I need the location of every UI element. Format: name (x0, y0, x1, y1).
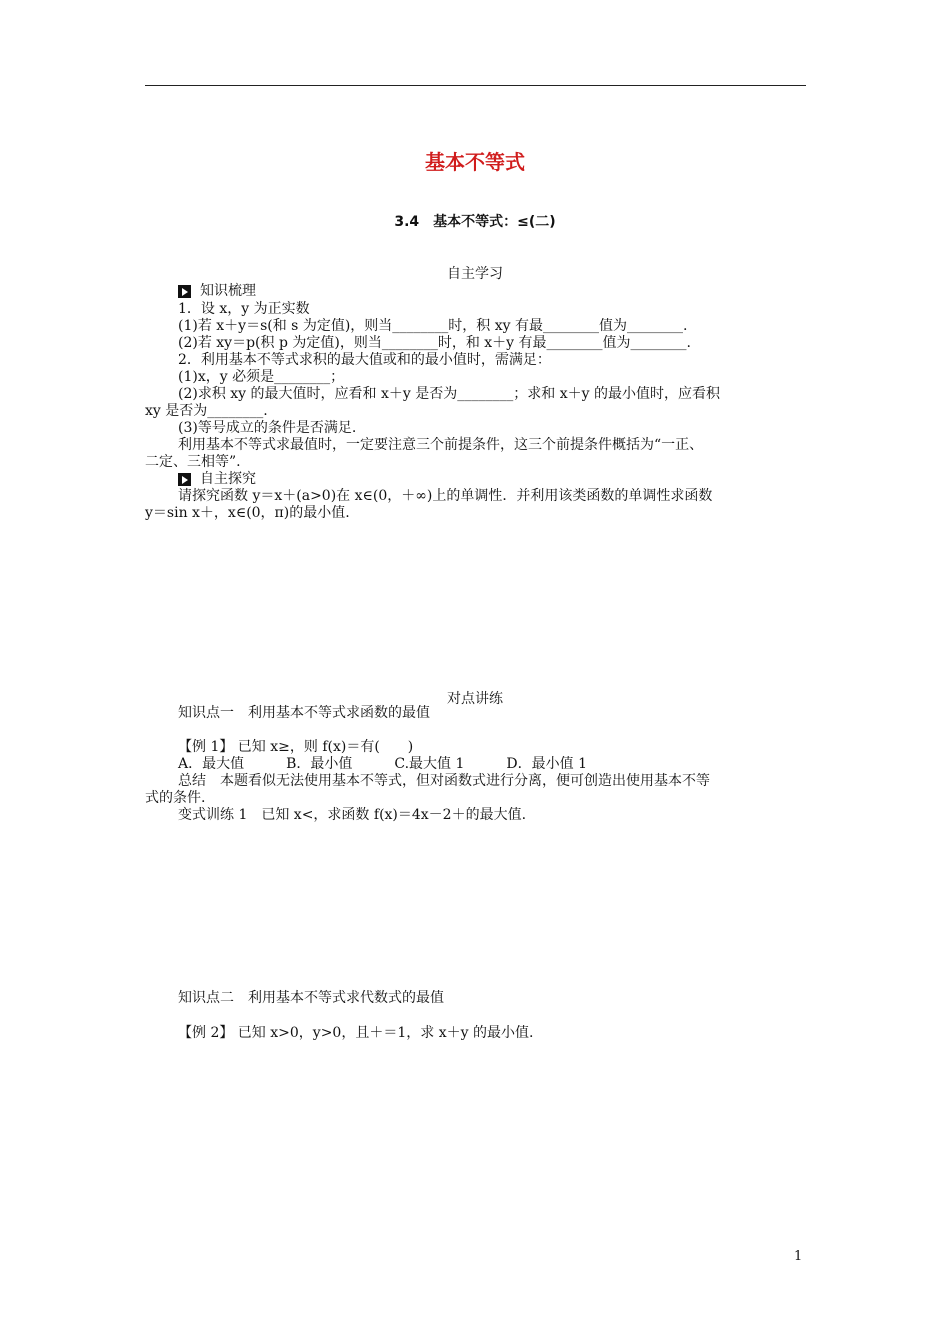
text-line: (2)若 xy＝p(积 p 为定值)，则当________时，和 x＋y 有最________值为________. (178, 335, 691, 351)
point2-title: 知识点二 利用基本不等式求代数式的最值 (178, 990, 444, 1006)
example-1-summary-cont: 式的条件. (145, 790, 206, 806)
example-1-summary: 总结 本题看似无法使用基本不等式，但对函数式进行分离，便可创造出使用基本不等 (178, 773, 710, 789)
text-line: xy 是否为________. (145, 403, 268, 419)
header-rule (145, 85, 806, 86)
text-line: y＝sin x＋，x∈(0，π)的最小值. (145, 505, 350, 521)
self-study-heading: 自主学习 (447, 266, 503, 282)
text-line: 2．利用基本不等式求积的最大值或和的最小值时，需满足： (178, 352, 551, 368)
text-line: (2)求积 xy 的最大值时，应看和 x＋y 是否为________；求和 x＋y 的最小值时，应看积 (178, 386, 720, 402)
text-line: (3)等号成立的条件是否满足. (178, 420, 357, 436)
explore-header-label: 自主探究 (200, 471, 256, 487)
play-triangle-icon (178, 473, 191, 486)
variant-training-1: 变式训练 1 已知 x<，求函数 f(x)＝4x－2＋的最大值. (178, 807, 527, 823)
example-2-stem: 【例 2】 已知 x>0，y>0，且＋＝1，求 x＋y 的最小值. (178, 1025, 534, 1041)
play-triangle-icon (178, 285, 191, 298)
text-line: (1)若 x＋y＝s(和 s 为定值)，则当________时，积 xy 有最________值为________. (178, 318, 688, 334)
document-title: 基本不等式 (425, 150, 525, 174)
text-line: 利用基本不等式求最值时，一定要注意三个前提条件，这三个前提条件概括为“一正、 (178, 437, 704, 453)
text-line: (1)x，y 必须是________； (178, 369, 345, 385)
text-line: 请探究函数 y＝x＋(a>0)在 x∈(0，＋∞)上的单调性．并利用该类函数的单调性求函数 (178, 488, 713, 504)
point1-title: 知识点一 利用基本不等式求函数的最值 (178, 705, 430, 721)
practice-heading: 对点讲练 (447, 691, 503, 707)
section-subtitle: 3.4 基本不等式：≤(二) (394, 214, 556, 230)
example-1-options: A．最大值 B．最小值 C.最大值 1 D．最小值 1 (178, 756, 587, 772)
text-line: 二定、三相等”. (145, 454, 241, 470)
knowledge-header (178, 283, 256, 300)
explore-header (178, 471, 256, 488)
example-1-stem: 【例 1】 已知 x≥，则 f(x)＝有( ) (178, 739, 414, 755)
text-line: 1．设 x，y 为正实数 (178, 301, 310, 317)
knowledge-header-label: 知识梳理 (200, 283, 256, 299)
page-number: 1 (794, 1249, 803, 1264)
